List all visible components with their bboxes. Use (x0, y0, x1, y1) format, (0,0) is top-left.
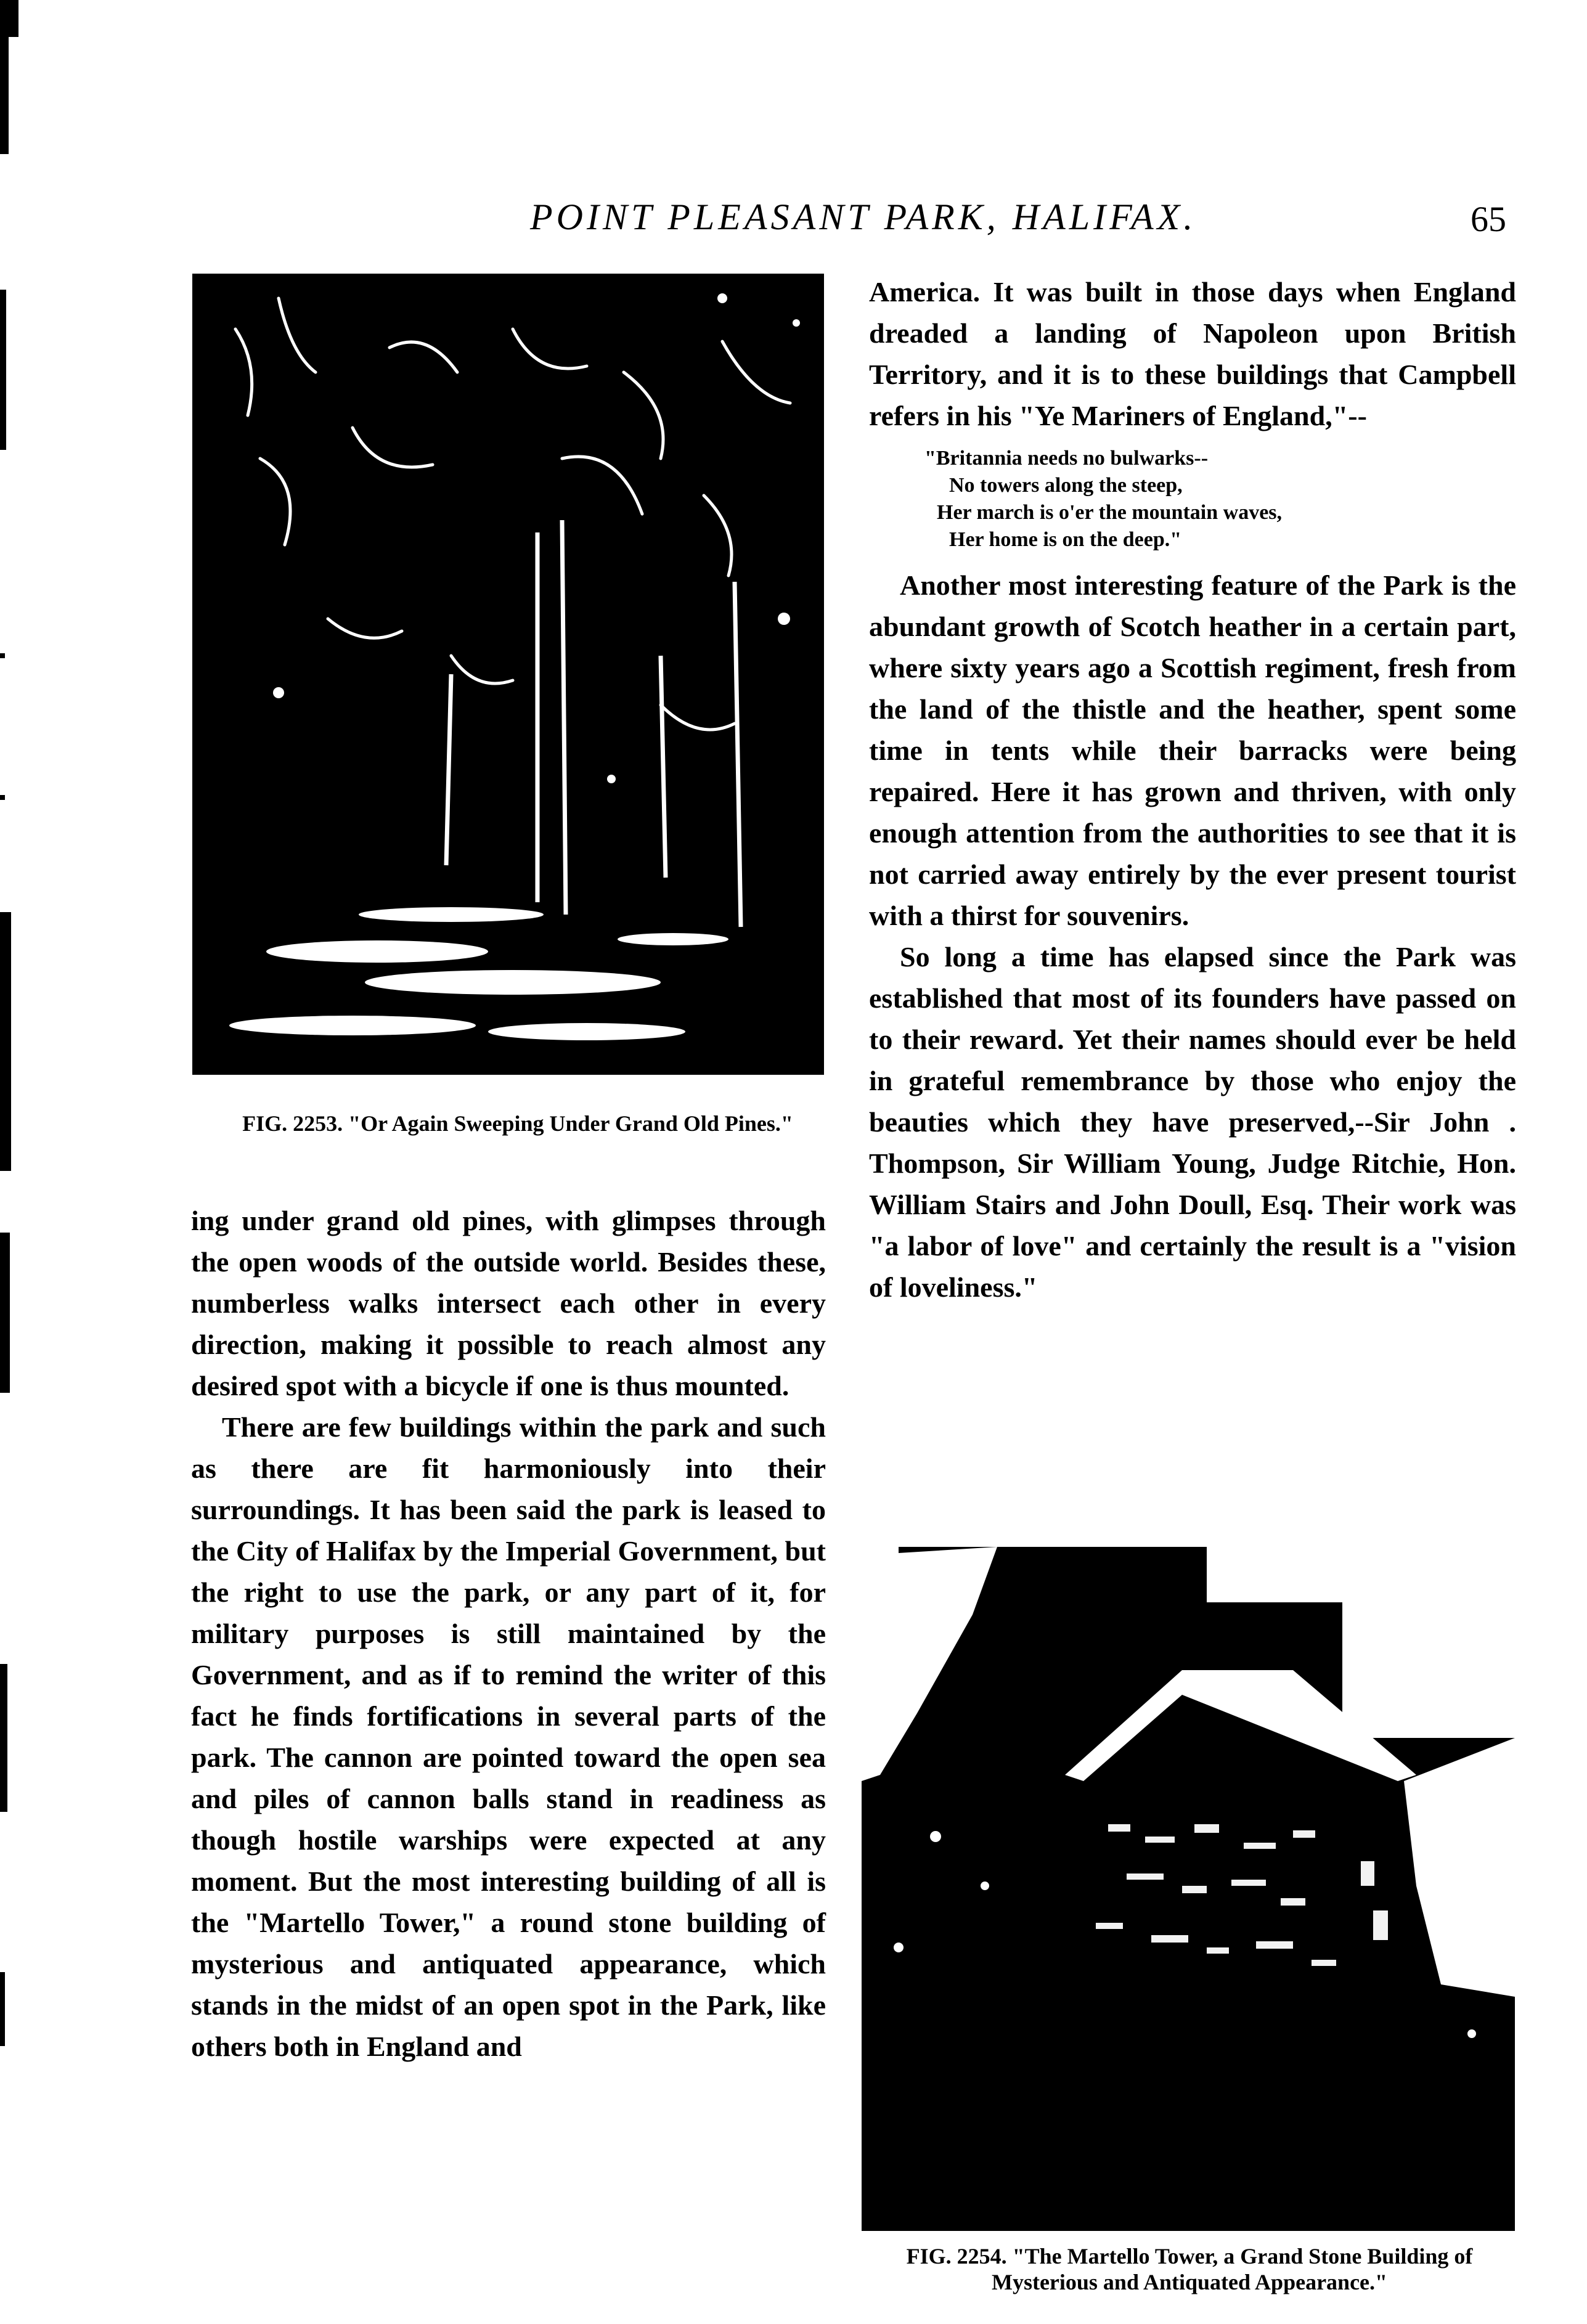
left-text-column (191, 1200, 826, 2067)
scan-edge-mark (0, 912, 11, 1171)
paragraph: Another most interesting feature of the Park is the abundant growth of Scotch heather in a certain part, where sixty years ago a Scottish regiment, fresh from the land of the thistle and the heather, spent some time in tents while their barracks were being repaired. Here it has grown and thriven, with only enough attention from the authorities to see that it is not carried away entirely by the ever present tourist with a thirst for souvenirs. (869, 569, 1516, 931)
poem-line: Her home is on the deep." (949, 528, 1182, 551)
scan-edge-mark (0, 653, 5, 658)
paragraph: So long a time has elapsed since the Park was established that most of its founders have passed on to their reward. Yet their names should ever be held in grateful remembrance by those who enjoy the beauties which they have preserved,--Sir John . Thompson, Sir William Young, Judge Ritchie, Hon. William Stairs and John Doull, Esq. Their work was "a labor of love" and certainly the result is a "vision of loveliness." (869, 941, 1516, 1303)
paragraph: There are few buildings within the park and such as there are fit harmoniously into their surroundings. It has been said the park is leased to the City of Halifax by the Imperial Government, but the right to use the park, or any part of it, for military purposes is still maintained by the Government, and as if to remind the writer of this fact he finds fortifications in several parts of the park. The cannon are pointed toward the open sea and piles of cannon balls stand in readiness as though hostile warships were expected at any moment. But the most interesting building of all is the "Martello Tower," a round stone building of mysterious and antiquated appearance, which stands in the midst of an open spot in the Park, like others both in England and (191, 1411, 826, 2062)
poem-line: No towers along the steep, (949, 474, 1183, 497)
scan-edge-mark (0, 1664, 7, 1812)
poem-line: "Britannia needs no bulwarks-- (924, 447, 1209, 470)
scan-edge-mark (0, 0, 18, 37)
paragraph: ing under grand old pines, with glimpses through the open woods of the outside world. Besides these, numberless walks intersect each other in every direction, making it possible to reach almost any desired spot with a bicycle if one is thus mounted. (191, 1205, 826, 1401)
scan-edge-mark (0, 1233, 10, 1393)
poem-line: Her march is o'er the mountain waves, (937, 501, 1283, 524)
page-number: 65 (1471, 199, 1506, 239)
poem-quote (869, 445, 1516, 553)
martello-tower-photo (862, 1516, 1515, 2231)
scan-edge-mark (0, 1972, 5, 2046)
figure-caption: FIG. 2253. "Or Again Sweeping Under Grand Old Pines." (242, 1111, 793, 1136)
figure-caption: FIG. 2254. "The Martello Tower, a Grand Stone Building of Mysterious and Antiquated Appearance." (906, 2244, 1473, 2294)
forest-path-photo (192, 274, 824, 1075)
scan-edge-mark (0, 290, 6, 450)
scan-edge-mark (0, 795, 5, 800)
scan-edge-mark (0, 37, 9, 154)
running-header: POINT PLEASANT PARK, HALIFAX. (530, 197, 1197, 237)
paragraph: America. It was built in those days when England dreaded a landing of Napoleon upon British Territory, and it is to these buildings that Campbell refers in his "Ye Mariners of England,"-- (869, 276, 1516, 431)
right-text-column (869, 271, 1516, 1308)
